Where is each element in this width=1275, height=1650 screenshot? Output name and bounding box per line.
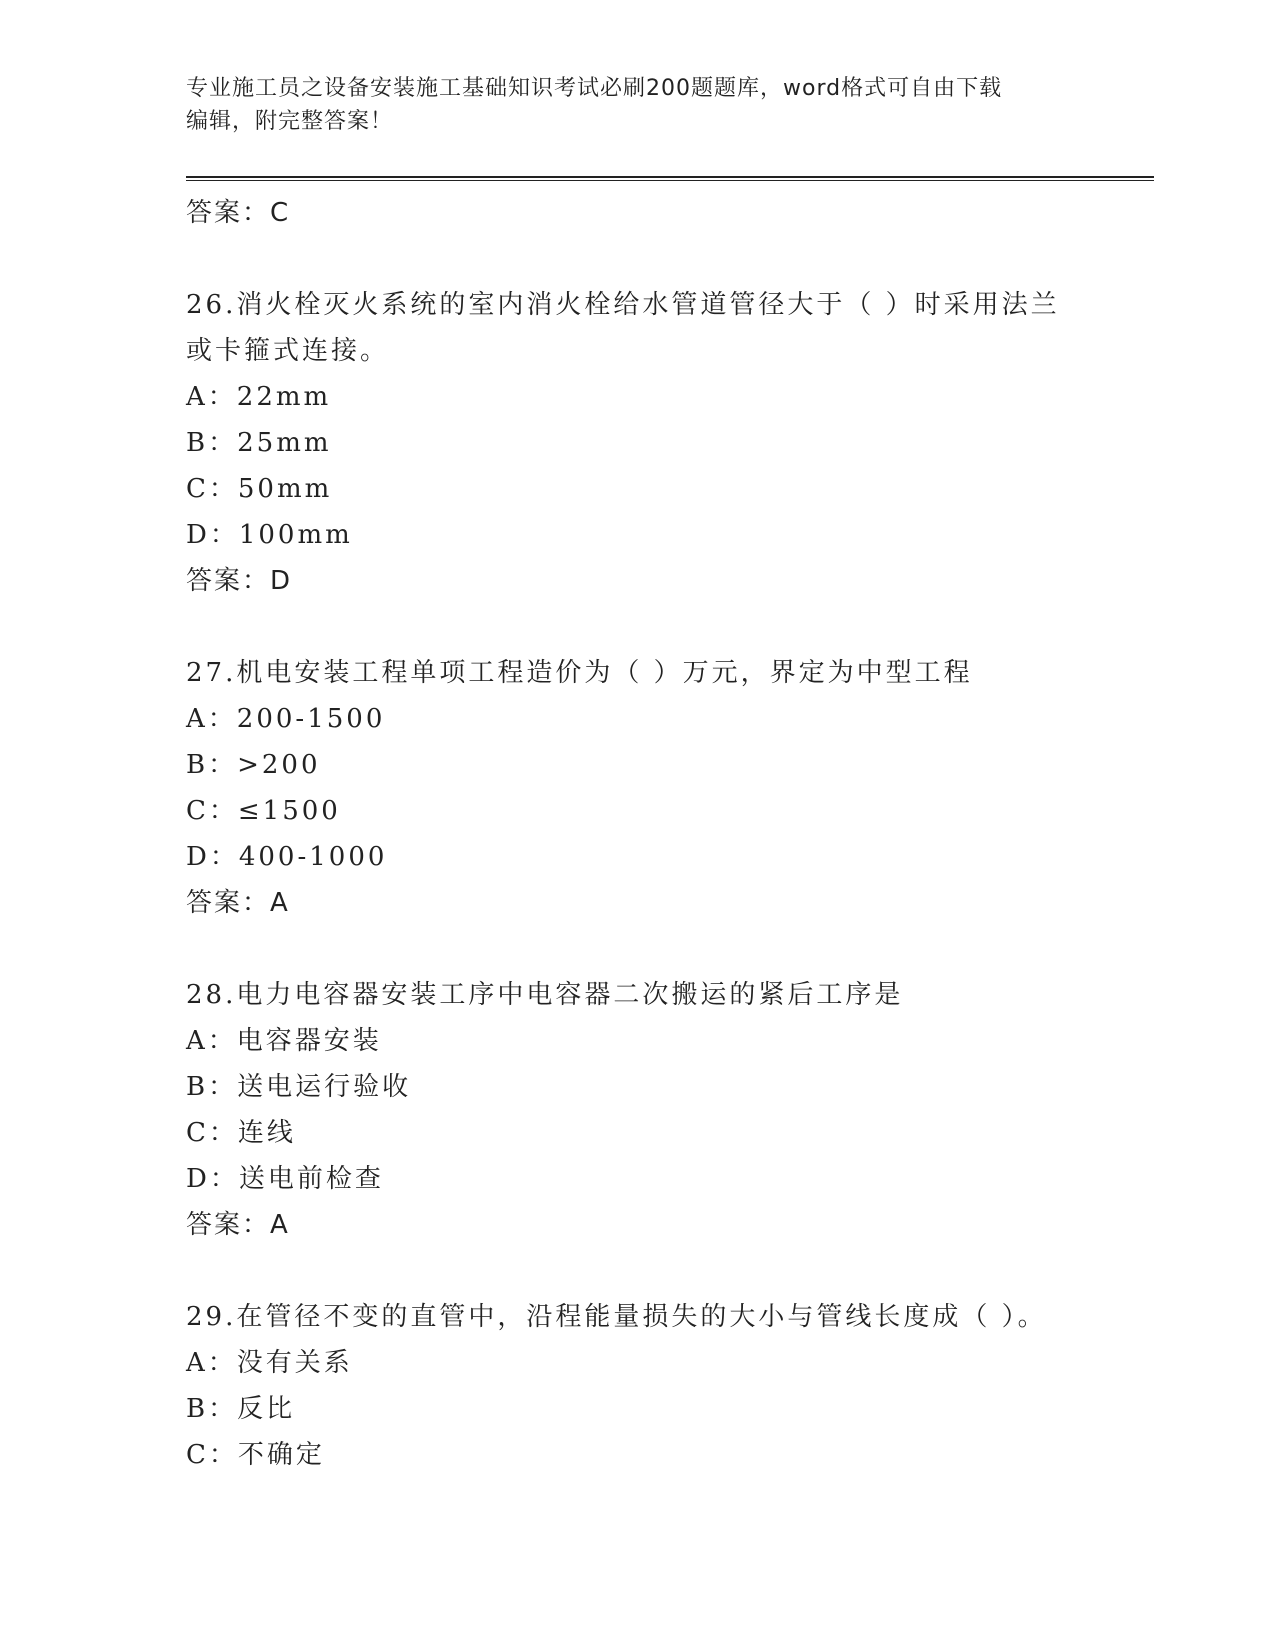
question-28-option-b: B：送电运行验收 <box>186 1072 412 1102</box>
spacer <box>186 236 1086 282</box>
question-28-option-a: A：电容器安装 <box>186 1026 382 1056</box>
question-26-stem-line-2: 或卡箍式连接。 <box>186 336 390 366</box>
question-27-option-d: D：400-1000 <box>186 842 388 872</box>
question-26-option-b: B：25mm <box>186 428 332 458</box>
spacer <box>186 926 1086 972</box>
header-line-2: 编辑，附完整答案！ <box>186 109 394 134</box>
question-26-answer: 答案：D <box>186 566 293 596</box>
question-29-option-c: C：不确定 <box>186 1440 325 1470</box>
question-29-stem-line-1: 29.在管径不变的直管中，沿程能量损失的大小与管线长度成（ ）。 <box>186 1302 1047 1332</box>
question-27-option-a: A：200-1500 <box>186 704 386 734</box>
question-26-option-a: A：22mm <box>186 382 332 412</box>
question-26 <box>186 282 1086 604</box>
question-26-stem-line-1: 26.消火栓灭火系统的室内消火栓给水管道管径大于（ ）时采用法兰 <box>186 290 1060 320</box>
question-28-stem-line-1: 28.电力电容器安装工序中电容器二次搬运的紧后工序是 <box>186 980 904 1010</box>
question-27-option-b: B：>200 <box>186 750 321 780</box>
header-line-1: 专业施工员之设备安装施工基础知识考试必刷200题题库，word格式可自由下载 <box>186 76 1003 101</box>
question-27-option-c: C：≤1500 <box>186 796 341 826</box>
question-28-answer: 答案：A <box>186 1210 290 1240</box>
document-header <box>186 72 1086 138</box>
answer-25: 答案：C <box>186 198 291 228</box>
question-27-stem-line-1: 27.机电安装工程单项工程造价为（ ）万元，界定为中型工程 <box>186 658 973 688</box>
question-28-option-c: C：连线 <box>186 1118 296 1148</box>
question-29-option-a: A：没有关系 <box>186 1348 353 1378</box>
question-27-answer: 答案：A <box>186 888 290 918</box>
question-28-option-d: D：送电前检查 <box>186 1164 384 1194</box>
question-26-option-c: C：50mm <box>186 474 333 504</box>
question-29 <box>186 1294 1086 1478</box>
question-26-option-d: D：100mm <box>186 520 353 550</box>
question-28 <box>186 972 1086 1248</box>
question-27 <box>186 650 1086 926</box>
question-list <box>186 190 1086 1478</box>
header-divider <box>186 176 1154 181</box>
spacer <box>186 1248 1086 1294</box>
question-29-option-b: B：反比 <box>186 1394 296 1424</box>
spacer <box>186 604 1086 650</box>
